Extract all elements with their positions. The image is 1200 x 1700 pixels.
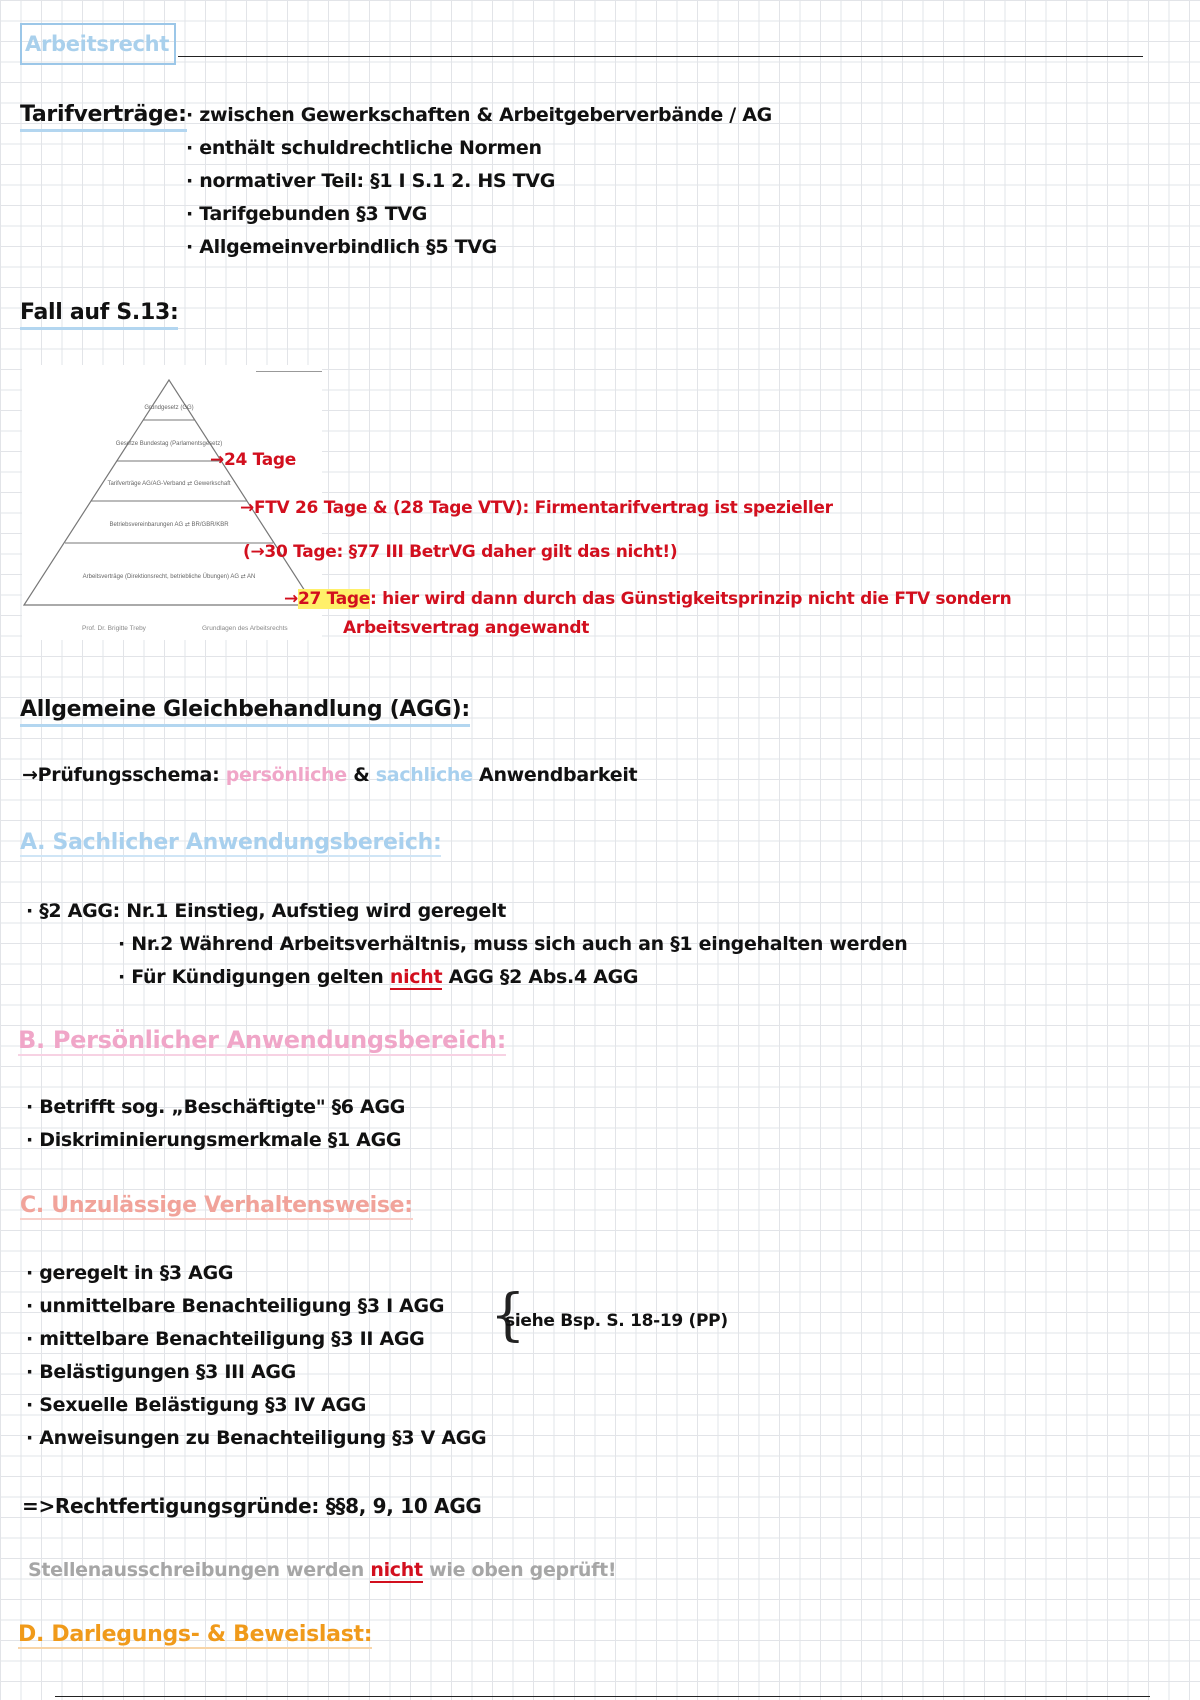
brace-note: siehe Bsp. S. 18-19 (PP): [505, 1311, 728, 1331]
section-b-item: · Diskriminierungsmerkmale §1 AGG: [26, 1129, 402, 1151]
agg-heading: Allgemeine Gleichbehandlung (AGG):: [20, 697, 470, 727]
section-a-heading: A. Sachlicher Anwendungsbereich:: [20, 830, 442, 855]
tarif-item: · normativer Teil: §1 I S.1 2. HS TVG: [186, 170, 555, 192]
schema-persoenlich: persönliche: [225, 764, 347, 786]
highlight-27-tage: 27 Tage: [297, 589, 371, 609]
annotation-27-tage: →27 Tage: hier wird dann durch das Günstigkeitsprinzip nicht die FTV sondern: [284, 589, 1012, 609]
pyramid-level-2: Gesetze Bundestag (Parlamentsgesetz): [115, 441, 223, 447]
curly-brace-icon: {: [490, 1283, 526, 1348]
rechtfertigungsgruende: =>Rechtfertigungsgründe: §§8, 9, 10 AGG: [22, 1494, 482, 1518]
pyramid-level-3: Tarifverträge AG/AG-Verband ⇄ Gewerkschaft: [107, 481, 231, 487]
section-c-item: · Belästigungen §3 III AGG: [26, 1361, 296, 1383]
bottom-rule: [55, 1696, 1150, 1697]
pyramid-level-5: Arbeitsverträge (Direktionsrecht, betriebliche Übungen) AG ⇄ AN: [82, 574, 256, 580]
pyramid-level-4: Betriebsvereinbarungen AG ⇄ BR/GBR/KBR: [109, 522, 229, 528]
stellenausschreibungen-note: Stellenausschreibungen werden nicht wie oben geprüft!: [28, 1559, 617, 1581]
section-c-heading: C. Unzulässige Verhaltensweise:: [20, 1193, 413, 1218]
section-a-item: · Nr.2 Während Arbeitsverhältnis, muss sich auch an §1 eingehalten werden: [118, 933, 908, 955]
section-c-item: · unmittelbare Benachteiligung §3 I AGG: [26, 1295, 445, 1317]
annotation-30-tage: (→30 Tage: §77 III BetrVG daher gilt das nicht!): [243, 542, 678, 562]
slide-footer-right: Grundlagen des Arbeitsrechts: [202, 625, 288, 632]
fall-heading: Fall auf S.13:: [20, 300, 178, 330]
page-title: Arbeitsrecht: [20, 23, 176, 65]
title-rule: [178, 56, 1143, 57]
pruefungsschema: →Prüfungsschema: persönliche & sachliche Anwendbarkeit: [22, 764, 638, 786]
tarif-heading: Tarifverträge:: [20, 102, 187, 132]
annotation-ftv: →FTV 26 Tage & (28 Tage VTV): Firmentarifvertrag ist spezieller: [240, 498, 833, 518]
slide-footer-left: Prof. Dr. Brigitte Treby: [82, 625, 146, 632]
annotation-24-tage: →24 Tage: [210, 450, 296, 470]
section-c-item: · geregelt in §3 AGG: [26, 1262, 234, 1284]
section-d-heading: D. Darlegungs- & Beweislast:: [18, 1622, 373, 1647]
tarif-item: · Allgemeinverbindlich §5 TVG: [186, 236, 497, 258]
section-c-item: · mittelbare Benachteiligung §3 II AGG: [26, 1328, 425, 1350]
slide-top-rule: [256, 371, 322, 372]
section-b-heading: B. Persönlicher Anwendungsbereich:: [18, 1026, 507, 1054]
annotation-27-tage-line2: Arbeitsvertrag angewandt: [343, 618, 590, 638]
nicht-emphasis: nicht: [370, 1559, 423, 1581]
schema-sachlich: sachliche: [375, 764, 473, 786]
tarif-item: · zwischen Gewerkschaften & Arbeitgeberverbände / AG: [186, 104, 772, 126]
pyramid-level-1: Grundgesetz (GG): [144, 405, 194, 411]
section-b-item: · Betrifft sog. „Beschäftigte" §6 AGG: [26, 1096, 406, 1118]
section-c-item: · Anweisungen zu Benachteiligung §3 V AGG: [26, 1427, 487, 1449]
nicht-emphasis: nicht: [389, 966, 443, 988]
section-c-item: · Sexuelle Belästigung §3 IV AGG: [26, 1394, 367, 1416]
section-a-item: · Für Kündigungen gelten nicht AGG §2 Abs.4 AGG: [118, 966, 639, 988]
tarif-item: · enthält schuldrechtliche Normen: [186, 137, 542, 159]
section-a-item: · §2 AGG: Nr.1 Einstieg, Aufstieg wird geregelt: [26, 900, 507, 922]
tarif-item: · Tarifgebunden §3 TVG: [186, 203, 428, 225]
